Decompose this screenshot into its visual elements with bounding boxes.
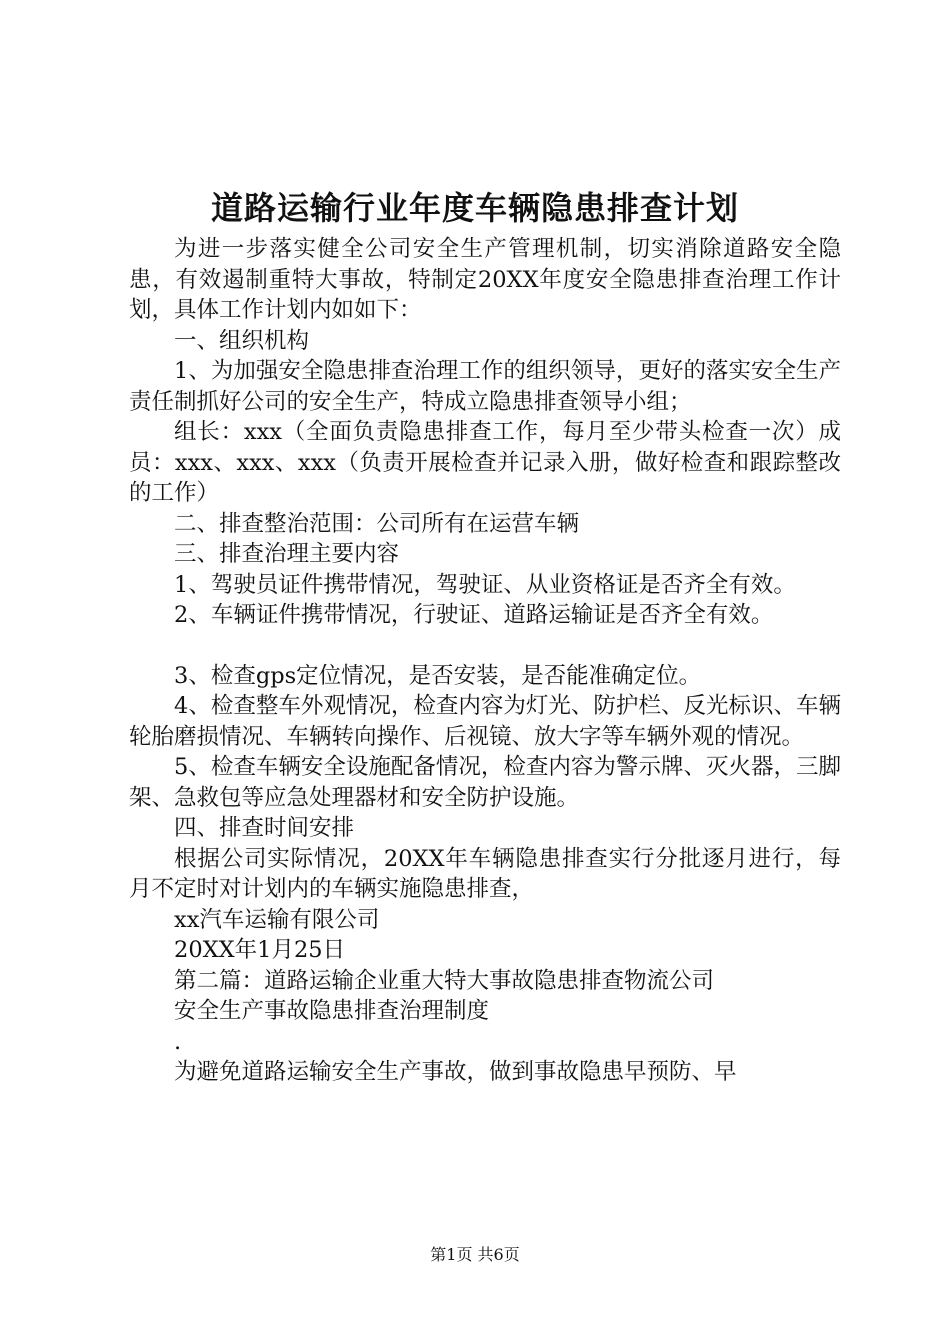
paragraph-team-members: 组长：xxx（全面负责隐患排查工作，每月至少带头检查一次）成员：xxx、xxx、xxx（负责开展检查并记录入册，做好检查和跟踪整改的工作）: [129, 419, 841, 506]
page-footer: 第1页 共6页: [430, 1245, 520, 1264]
company-name: xx汽车运输有限公司: [174, 906, 380, 933]
paragraph-check-item-3: 3、检查gps定位情况，是否安装，是否能准确定位。: [174, 662, 702, 689]
paragraph-check-item-1: 1、驾驶员证件携带情况，驾驶证、从业资格证是否齐全有效。: [174, 571, 796, 598]
paragraph-check-item-4: 4、检查整车外观情况，检查内容为灯光、防护栏、反光标识、车辆轮胎磨损情况、车辆转向操作、后视镜、放大字等车辆外观的情况。: [129, 693, 841, 750]
document-body: [129, 234, 841, 1088]
heading-safety-system: 安全生产事故隐患排查治理制度: [174, 998, 490, 1024]
document-title: 道路运输行业年度车辆隐患排查计划: [210, 189, 739, 227]
heading-scope: 二、排查整治范围：公司所有在运营车辆: [174, 510, 580, 537]
heading-part-two: 第二篇：道路运输企业重大特大事故隐患排查物流公司: [174, 967, 715, 994]
paragraph-check-item-5: 5、检查车辆安全设施配备情况，检查内容为警示牌、灭火器，三脚架、急救包等应急处理器材和安全防护设施。: [129, 754, 841, 811]
paragraph-dot: .: [174, 1028, 182, 1055]
paragraph-intro: 为进一步落实健全公司安全生产管理机制，切实消除道路安全隐患，有效遏制重特大事故，特制定20XX年度安全隐患排查治理工作计划，具体工作计划内如如下：: [129, 236, 841, 323]
paragraph-schedule: 根据公司实际情况，20XX年车辆隐患排查实行分批逐月进行，每月不定时对计划内的车辆实施隐患排查，: [129, 845, 841, 902]
heading-schedule: 四、排查时间安排: [174, 815, 355, 841]
paragraph-prevention: 为避免道路运输安全生产事故，做到事故隐患早预防、早: [174, 1059, 737, 1085]
paragraph-org-item-1: 1、为加强安全隐患排查治理工作的组织领导，更好的落实安全生产责任制抓好公司的安全生产，特成立隐患排查领导小组；: [129, 358, 841, 415]
document-date: 20XX年1月25日: [174, 937, 346, 963]
heading-main-content: 三、排查治理主要内容: [174, 541, 400, 567]
paragraph-check-item-2: 2、车辆证件携带情况，行驶证、道路运输证是否齐全有效。: [174, 602, 774, 628]
heading-organization: 一、组织机构: [174, 327, 310, 354]
